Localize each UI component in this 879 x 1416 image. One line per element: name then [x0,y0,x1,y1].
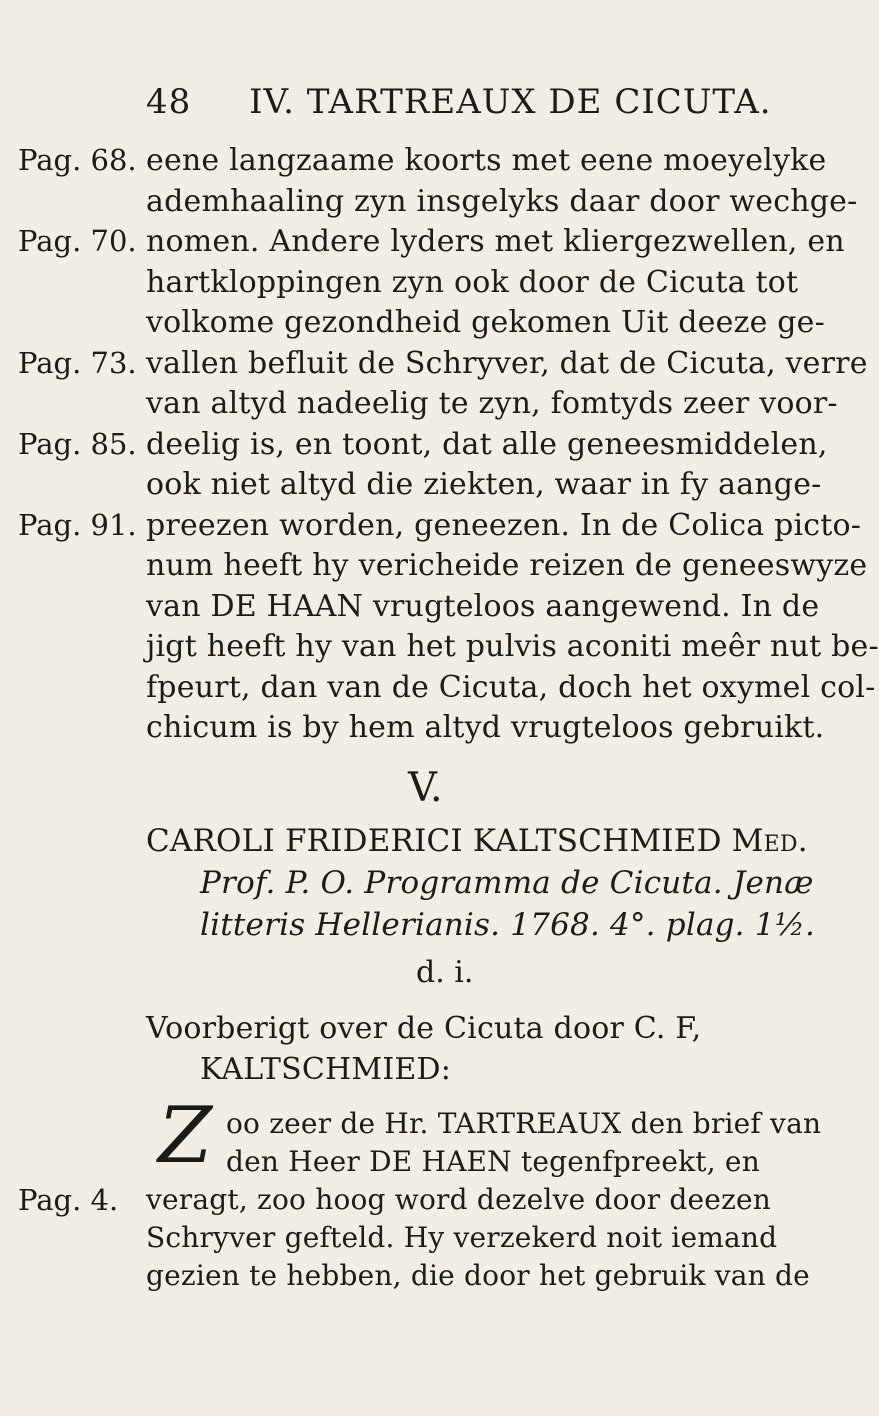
margin-note: Pag. 85. [18,426,137,461]
text-line: oo zeer de Hr. TARTREAUX den brief van [226,1106,822,1140]
margin-note: Pag. 4. [18,1182,119,1217]
text-line: nomen. Andere lyders met kliergezwellen, en [146,224,845,259]
text-line: eene langzaame koorts met eene moeyelyke [146,143,827,178]
text-line: fpeurt, dan van de Cicuta, doch het oxymel col- [146,669,876,705]
di-abbreviation: d. i. [416,954,474,990]
text-line: deelig is, en toont, dat alle geneesmiddelen, [146,426,828,462]
section-number: V. [408,764,443,811]
text-line: preezen worden, geneezen. In de Colica picto- [146,507,862,543]
text-line: Schryver gefteld. Hy verzekerd noit iemand [146,1220,778,1254]
text-line: ademhaaling zyn insgelyks daar door wechge- [146,183,858,219]
text-line: den Heer DE HAEN tegenfpreekt, en [226,1144,760,1178]
text-line: gezien te hebben, die door het gebruik van de [146,1258,810,1292]
text-line: volkome gezondheid gekomen Uit deeze ge- [146,305,825,340]
running-title: IV. TARTREAUX DE CICUTA. [249,82,772,122]
drop-cap: Z [158,1090,213,1181]
text-line: hartkloppingen zyn ook door de Cicuta tot [146,264,799,300]
subtitle-line: KALTSCHMIED: [200,1051,452,1087]
text-line: jigt heeft hy van het pulvis aconiti meêr nut be- [146,629,879,664]
text-line: ook niet altyd die ziekten, waar in fy aange- [146,467,822,502]
margin-note: Pag. 91. [18,507,137,542]
citation-line: Prof. P. O. Programma de Cicuta. Jenæ [200,864,814,901]
margin-note: Pag. 68. [18,143,137,177]
subtitle-line: Voorberigt over de Cicuta door C. F, [146,1010,702,1046]
margin-note: Pag. 73. [18,345,137,380]
page-number: 48 [146,82,192,122]
text-line: veragt, zoo hoog word dezelve door deezen [146,1182,772,1216]
margin-note: Pag. 70. [18,224,137,258]
text-line: van DE HAAN vrugteloos aangewend. In de [146,588,820,624]
text-line: vallen befluit de Schryver, dat de Cicuta, verre [146,345,868,381]
citation-line: CAROLI FRIDERICI KALTSCHMIED Med. [146,822,808,859]
text-line: van altyd nadeelig te zyn, fomtyds zeer voor- [146,386,838,421]
text-line: chicum is by hem altyd vrugteloos gebruikt. [146,710,825,745]
text-line: num heeft hy vericheide reizen de geneeswyze [146,548,868,583]
page-header [146,82,772,122]
citation-line: litteris Hellerianis. 1768. 4°. plag. 1½. [200,906,816,943]
